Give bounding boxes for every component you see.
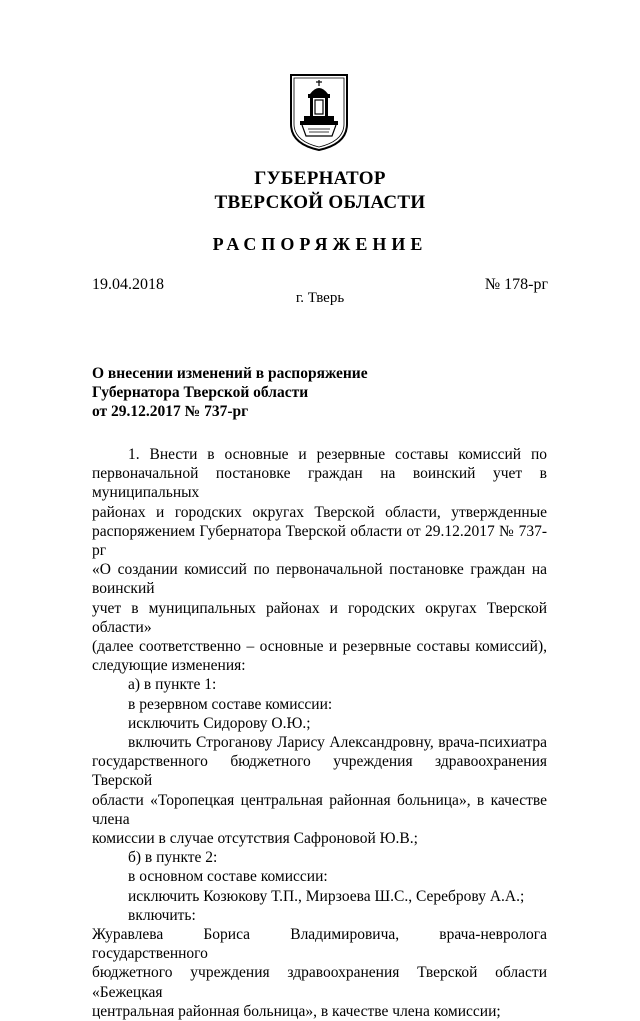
paragraph-line: «О создании комиссий по первоначальной постановке граждан на воинский — [92, 561, 547, 598]
document-subject — [92, 364, 368, 421]
authority-line-1: ГУБЕРНАТОР — [254, 168, 386, 189]
document-body — [92, 445, 547, 1021]
item-b-heading: б) в пункте 2: — [128, 849, 218, 867]
paragraph-line: государственного бюджетного учреждения здравоохранения Тверской — [92, 753, 547, 790]
document-city: г. Тверь — [295, 290, 345, 306]
exclude-clause: исключить Козюкову Т.П., Мирзоева Ш.С., Сереброву А.А.; — [128, 887, 525, 905]
authority-line-2: ТВЕРСКОЙ ОБЛАСТИ — [214, 192, 426, 213]
item-a-heading: а) в пункте 1: — [128, 676, 217, 694]
exclude-clause: исключить Сидорову О.Ю.; — [128, 714, 311, 732]
document-date: 19.04.2018 — [92, 276, 164, 293]
subject-line: Губернатора Тверской области — [92, 384, 309, 401]
include-clause: включить: — [128, 906, 196, 924]
document-number: № 178-рг — [484, 276, 548, 293]
paragraph-line: 1. Внести в основные и резервные составы комиссий по — [128, 446, 547, 463]
paragraph-line: включить Строганову Ларису Александровну, врача-психиатра — [128, 734, 547, 752]
paragraph-line: районах и городских округах Тверской области, утвержденные — [92, 503, 547, 521]
paragraph-line: центральная районная больница», в качестве члена комиссии; — [92, 1002, 501, 1020]
main-composition-label: в основном составе комиссии: — [128, 868, 328, 886]
paragraph-line: комиссии в случае отсутствия Сафроновой Ю.В.; — [92, 830, 418, 848]
paragraph-line: (далее соответственно – основные и резервные составы комиссий), — [92, 638, 547, 656]
paragraph-line: распоряжением Губернатора Тверской области от 29.12.2017 № 737-рг — [92, 522, 547, 560]
paragraph-line: области «Торопецкая центральная районная больница», в качестве члена — [92, 791, 547, 828]
reserve-composition-label: в резервном составе комиссии: — [128, 695, 333, 713]
subject-line: О внесении изменений в распоряжение — [92, 365, 368, 382]
paragraph-line: следующие изменения: — [92, 657, 246, 675]
document-type: РАСПОРЯЖЕНИЕ — [212, 234, 428, 254]
tver-coat-of-arms-icon — [288, 72, 350, 152]
paragraph-line: первоначальной постановке граждан на воинский учет в муниципальных — [92, 465, 547, 502]
subject-line: от 29.12.2017 № 737-рг — [92, 403, 249, 420]
paragraph-line: учет в муниципальных районах и городских округах Тверской области» — [92, 599, 547, 636]
paragraph-line: Журавлева Бориса Владимировича, врача-невролога государственного — [92, 926, 547, 963]
paragraph-line: бюджетного учреждения здравоохранения Тверской области «Бежецкая — [92, 964, 547, 1001]
